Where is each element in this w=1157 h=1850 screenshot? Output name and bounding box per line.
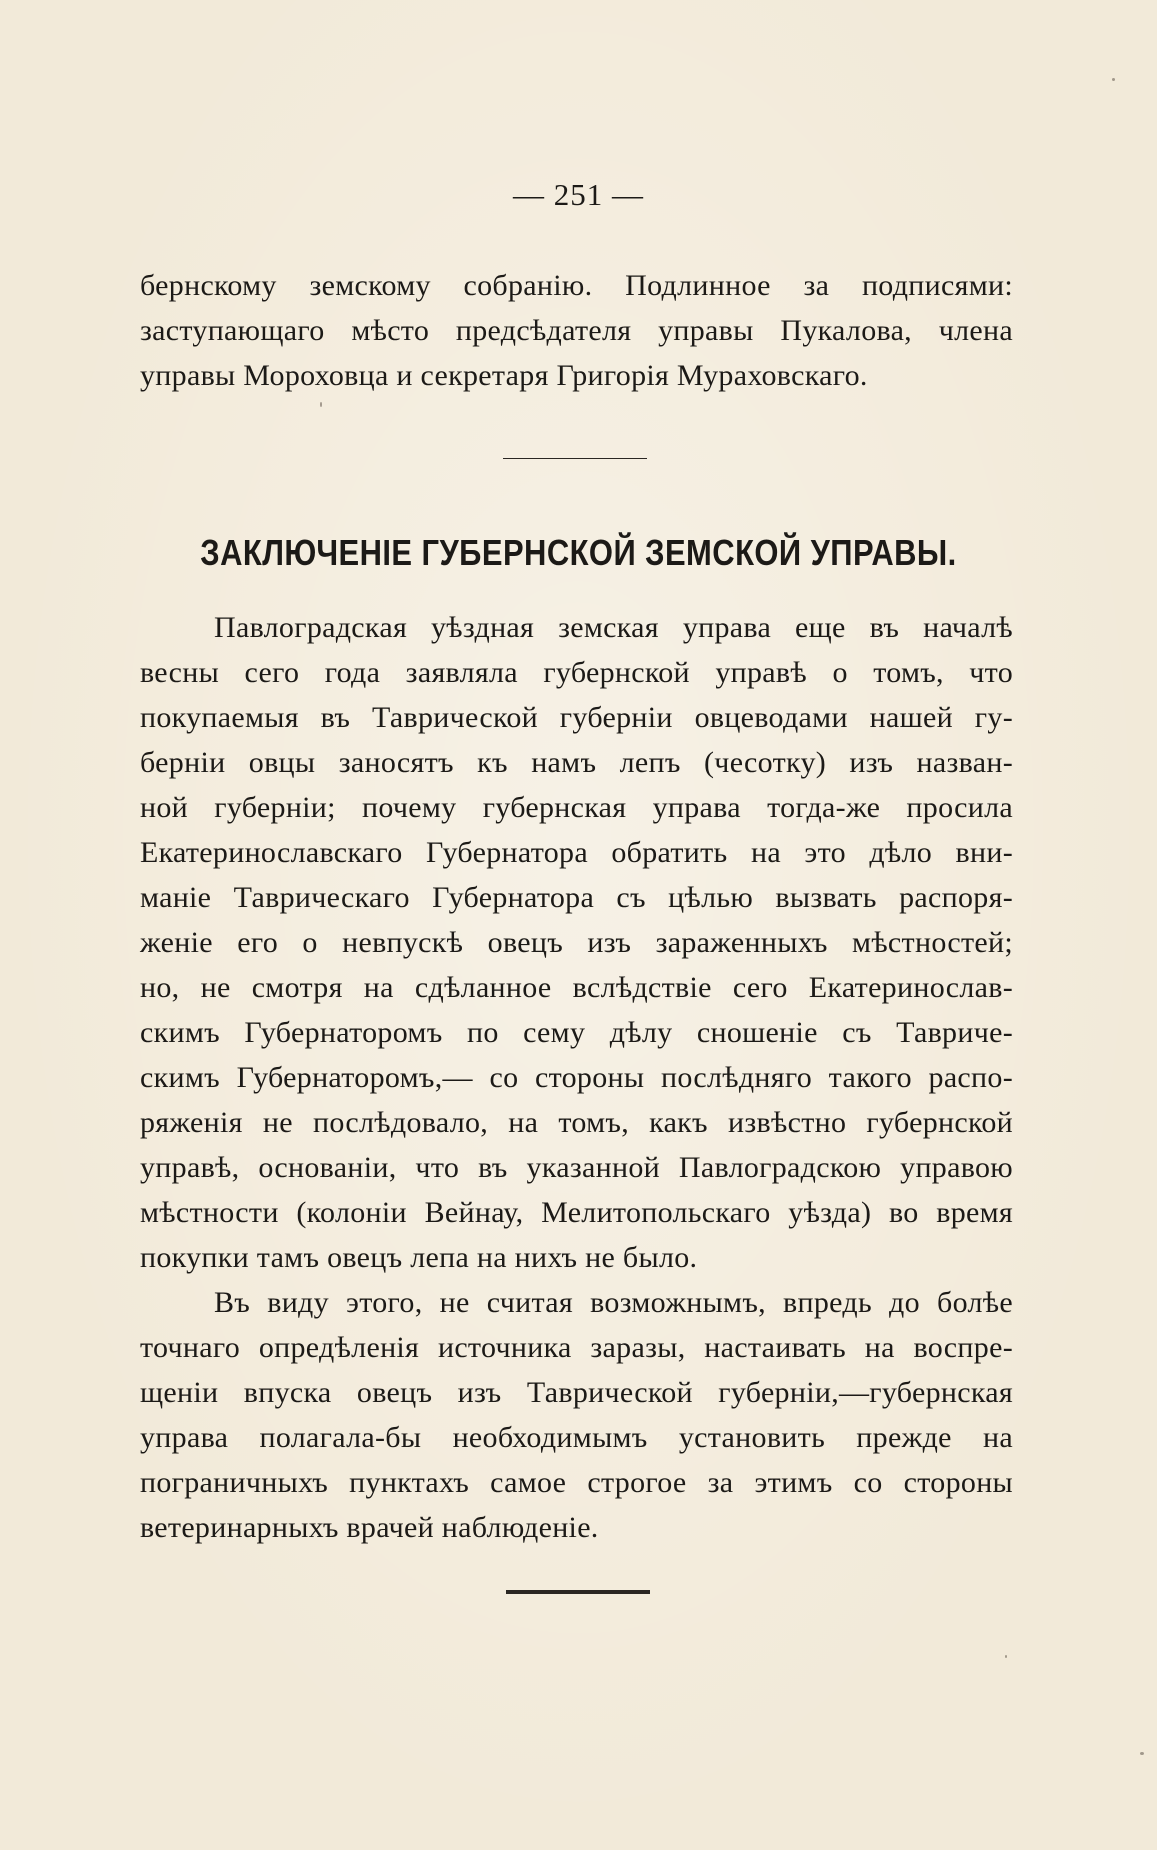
text-line: маніе Таврическаго Губернатора съ цѣлью вызвать распоря-: [140, 881, 1013, 914]
text-line: ряженія не послѣдовало, на томъ, какъ извѣстно губернской: [140, 1106, 1013, 1139]
text-line: Павлоградская уѣздная земская управа еще въ началѣ: [214, 611, 1013, 644]
page-number: — 251 —: [513, 177, 644, 212]
text-line: заступающаго мѣсто предсѣдателя управы Пукалова, члена: [140, 314, 1013, 347]
text-line: Екатеринославскаго Губернатора обратить на это дѣло вни-: [140, 836, 1013, 869]
paper-speck: [1005, 1655, 1007, 1658]
body-text: [140, 605, 1013, 1550]
intro-paragraph: [140, 263, 1013, 398]
end-rule: [506, 1590, 650, 1594]
section-heading: ЗАКЛЮЧЕНІЕ ГУБЕРНСКОЙ ЗЕМСКОЙ УПРАВЫ.: [200, 532, 957, 573]
paper-speck: [320, 402, 322, 407]
paper-speck: [1140, 1752, 1144, 1755]
text-line: управа полагала-бы необходимымъ установить прежде на: [140, 1421, 1013, 1454]
text-line: женіе его о невпускѣ овецъ изъ зараженныхъ мѣстностей;: [140, 926, 1013, 959]
text-line: ветеринарныхъ врачей наблюденіе.: [140, 1511, 599, 1544]
text-line: мѣстности (колоніи Вейнау, Мелитопольскаго уѣзда) во время: [140, 1196, 1013, 1229]
text-line: бернскому земскому собранію. Подлинное за подписями:: [140, 269, 1013, 302]
text-line: управѣ, основаніи, что въ указанной Павлоградскою управою: [140, 1151, 1013, 1184]
text-line: весны сего года заявляла губернской управѣ о томъ, что: [140, 656, 1013, 689]
text-line: точнаго опредѣленія источника заразы, настаивать на воспре-: [140, 1331, 1013, 1364]
text-line: покупки тамъ овецъ лепа на нихъ не было.: [140, 1241, 698, 1274]
separator-rule: [503, 458, 647, 459]
text-line: Въ виду этого, не считая возможнымъ, впредь до болѣе: [214, 1286, 1013, 1319]
text-line: скимъ Губернаторомъ,— со стороны послѣдняго такого распо-: [140, 1061, 1013, 1094]
text-line: скимъ Губернаторомъ по сему дѣлу сношеніе съ Тавриче-: [140, 1016, 1013, 1049]
text-line: пограничныхъ пунктахъ самое строгое за этимъ со стороны: [140, 1466, 1013, 1499]
paper-speck: [1112, 78, 1115, 81]
text-line: берніи овцы заносятъ къ намъ лепъ (чесотку) изъ назван-: [140, 746, 1013, 779]
text-line: щеніи впуска овецъ изъ Таврической губерніи,—губернская: [140, 1376, 1013, 1409]
text-line: покупаемыя въ Таврической губерніи овцеводами нашей гу-: [140, 701, 1013, 734]
text-line: но, не смотря на сдѣланное вслѣдствіе сего Екатеринослав-: [140, 971, 1013, 1004]
text-line: управы Мороховца и секретаря Григорія Мураховскаго.: [140, 359, 868, 392]
text-line: ной губерніи; почему губернская управа тогда-же просила: [140, 791, 1013, 824]
